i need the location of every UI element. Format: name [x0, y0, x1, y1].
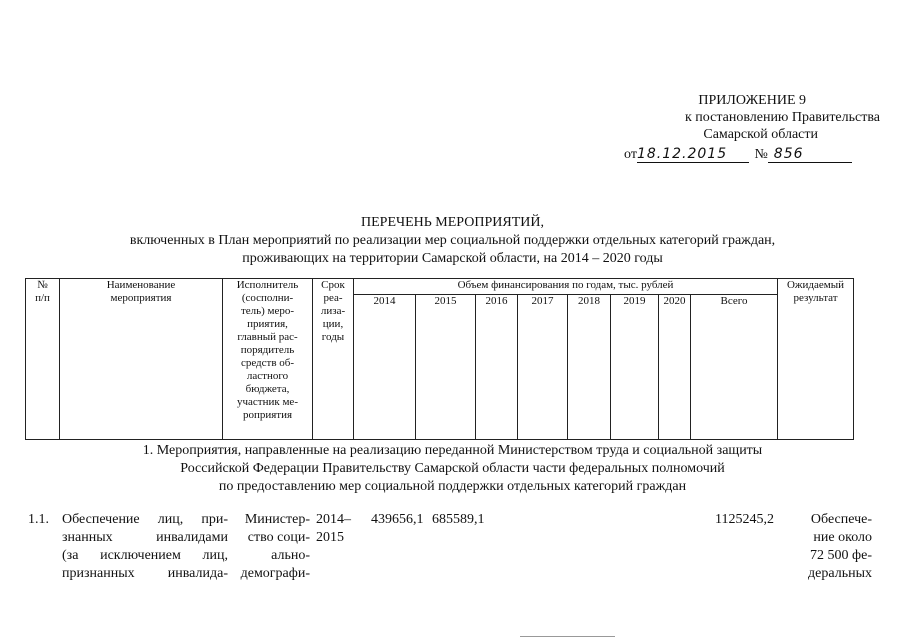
row-1-1-name: Обеспечение лиц, при- знанных инвалидами (за исключением лиц, признанных инвалида- [62, 512, 228, 581]
col-number-header: № п/п [26, 279, 60, 440]
date-prefix: от [624, 147, 637, 162]
year-2019-header: 2019 [611, 295, 659, 440]
appendix-title: ПРИЛОЖЕНИЕ 9 [698, 93, 806, 108]
appendix-line-3: Самарской области [703, 127, 818, 142]
row-1-1-result: Обеспече- ние около 72 500 фе- деральных [808, 512, 872, 581]
section-1-heading [0, 442, 905, 496]
appendix-block [560, 92, 880, 143]
year-2016-header: 2016 [476, 295, 518, 440]
number-prefix: № [754, 147, 768, 162]
appendix-line-2: к постановлению Правительства [684, 110, 880, 125]
year-2020-header: 2020 [659, 295, 691, 440]
row-1-1-total: 1125245,2 [715, 512, 774, 527]
title-line-3: проживающих на территории Самарской области, на 2014 – 2020 годы [242, 251, 663, 266]
year-2017-header: 2017 [518, 295, 568, 440]
row-1-1-number: 1.1. [28, 512, 49, 527]
decree-date-line [624, 146, 852, 163]
col-term-header: Срок реа- лиза- ции, годы [313, 279, 354, 440]
row-1-1-value-2014: 439656,1 [371, 512, 424, 527]
row-1-1-executor: Министер- ство соци- ально- демографи- [240, 512, 310, 581]
col-name-header: Наименование мероприятия [60, 279, 223, 440]
section-line-2: Российской Федерации Правительству Самарской области части федеральных полномочий [180, 461, 725, 476]
year-2014-header: 2014 [354, 295, 416, 440]
title-line-2: включенных в План мероприятий по реализации мер социальной поддержки отдельных категорий граждан, [129, 233, 776, 248]
row-1-1-value-2015: 685589,1 [432, 512, 485, 527]
row-1-1-term: 2014– 2015 [316, 512, 351, 545]
section-line-1: 1. Мероприятия, направленные на реализацию переданной Министерством труда и социальной защиты [142, 443, 763, 458]
decree-number: 856 [768, 146, 852, 163]
page-edge-mark [520, 636, 615, 637]
col-executor-header: Исполнитель (сосполни- тель) меро- приятия, главный рас- порядитель средств об- ластного бюджета, участник ме- роприятия [223, 279, 313, 440]
measures-table-header [25, 278, 854, 440]
section-line-3: по предоставлению мер социальной поддержки отдельных категорий граждан [218, 479, 687, 494]
title-line-1: ПЕРЕЧЕНЬ МЕРОПРИЯТИЙ, [361, 215, 544, 230]
total-header: Всего [691, 295, 778, 440]
document-title [0, 214, 905, 268]
col-funding-header: Объем финансирования по годам, тыс. рублей [354, 279, 778, 295]
col-result-header: Ожидаемый результат [778, 279, 854, 440]
year-2018-header: 2018 [568, 295, 611, 440]
decree-date: 18.12.2015 [637, 146, 749, 163]
year-2015-header: 2015 [416, 295, 476, 440]
